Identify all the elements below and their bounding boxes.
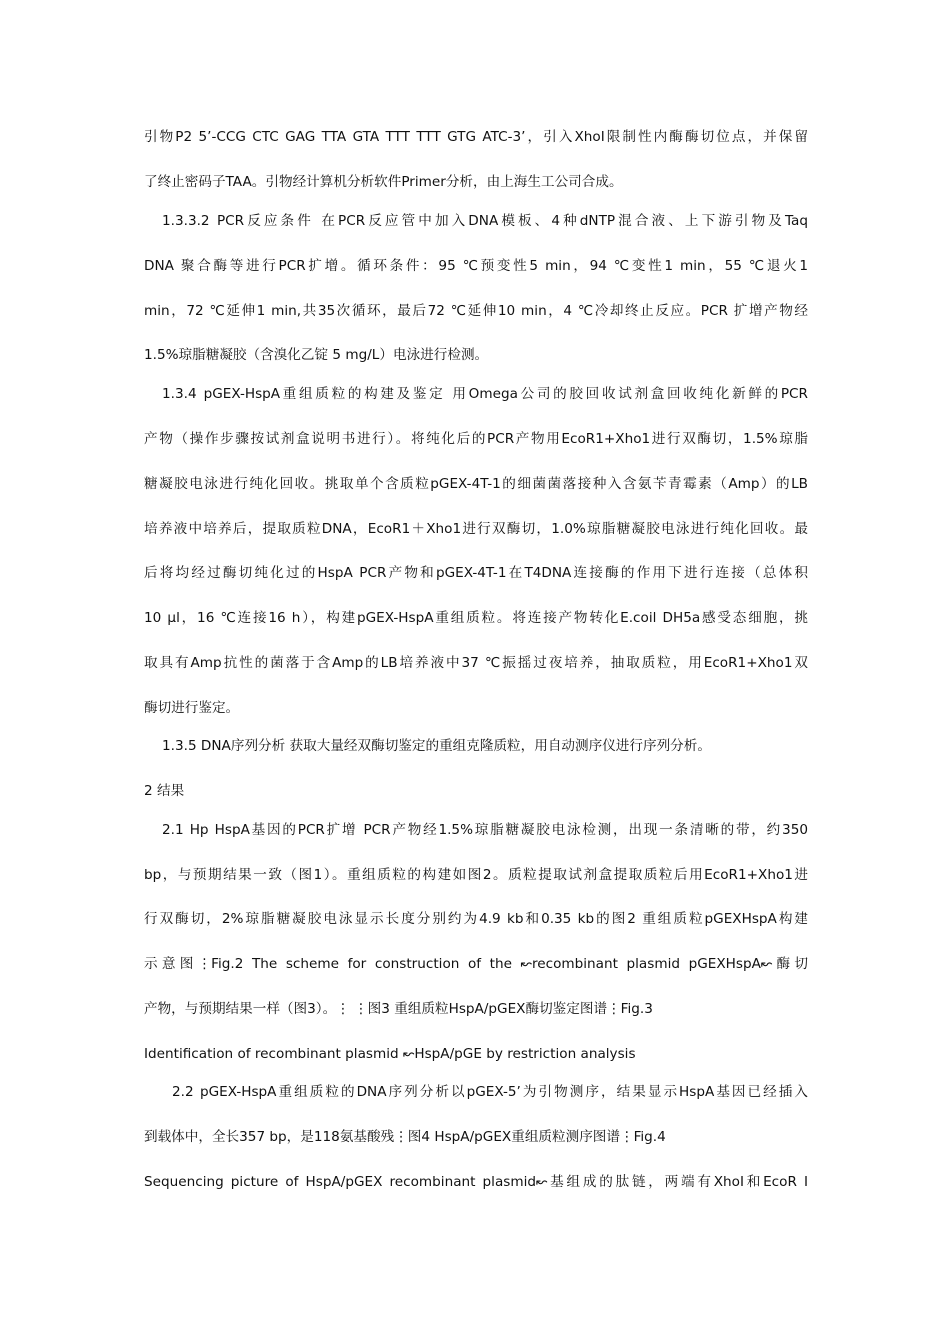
text-line: 后将均经过酶切纯化过的HspA PCR产物和pGEX-4T-1在T4DNA连接酶的作用下进行连接（总体积 [144, 565, 808, 581]
text-line: 产物，与预期结果一样（图3）。⋮ ⋮图3 重组质粒HspA/pGEX酶切鉴定图谱⋮Fig.3 [144, 1001, 653, 1017]
section-heading: 1.3.5 DNA序列分析 获取大量经双酶切鉴定的重组克隆质粒，用自动测序仪进行序列分析。 [162, 738, 711, 754]
text-line: DNA 聚合酶等进行PCR扩增。循环条件：95 ℃预变性5 min，94 ℃变性1 min，55 ℃退火1 [144, 258, 808, 274]
text-line: 1.3.3.2 PCR反应条件 在PCR反应管中加入DNA模板、4种dNTP混合液、上下游引物及Taq [162, 213, 808, 229]
text-line: 产物（操作步骤按试剂盒说明书进行）。将纯化后的PCR产物用EcoR1+Xho1进行双酶切，1.5%琼脂 [144, 431, 808, 447]
text-line: bp，与预期结果一致（图1）。重组质粒的构建如图2。质粒提取试剂盒提取质粒后用EcoR1+Xho1进 [144, 867, 808, 883]
text-line: 了终止密码子TAA。引物经计算机分析软件Primer分析，由上海生工公司合成。 [144, 174, 623, 190]
text-line: 1.3.4 pGEX-HspA重组质粒的构建及鉴定 用Omega公司的胶回收试剂盒回收纯化新鲜的PCR [162, 386, 808, 402]
text-line: 取具有Amp抗性的菌落于含Amp的LB培养液中37 ℃振摇过夜培养，抽取质粒，用EcoR1+Xho1双 [144, 655, 808, 671]
text-line: 糖凝胶电泳进行纯化回收。挑取单个含质粒pGEX-4T-1的细菌菌落接种入含氨苄青霉素（Amp）的LB [144, 476, 808, 492]
text-line: 酶切进行鉴定。 [144, 700, 240, 716]
text-line: 10 μl，16 ℃连接16 h），构建pGEX-HspA重组质粒。将连接产物转化E.coil DH5a感受态细胞，挑 [144, 610, 808, 626]
text-line: Sequencing picture of HspA/pGEX recombinant plasmid↜基组成的肽链，两端有XhoI和EcoR I [144, 1174, 808, 1190]
text-line: 引物P2 5’-CCG CTC GAG TTA GTA TTT TTT GTG ATC-3’，引入XhoI限制性内酶酶切位点，并保留 [144, 129, 808, 145]
text-line: 2.1 Hp HspA基因的PCR扩增 PCR产物经1.5%琼脂糖凝胶电泳检测，出现一条清晰的带，约350 [162, 822, 808, 838]
text-line: 2.2 pGEX-HspA重组质粒的DNA序列分析以pGEX-5’为引物测序，结果显示HspA基因已经插入 [172, 1084, 808, 1100]
text-line: min，72 ℃延伸1 min,共35次循环，最后72 ℃延伸10 min，4 ℃冷却终止反应。PCR 扩增产物经 [144, 303, 808, 319]
text-line: 行双酶切，2%琼脂糖凝胶电泳显示长度分别约为4.9 kb和0.35 kb的图2 重组质粒pGEXHspA构建 [144, 911, 808, 927]
text-line: 示意图⋮Fig.2 The scheme for construction of the ↜recombinant plasmid pGEXHspA↜酶切 [144, 956, 808, 972]
text-line: 到载体中，全长357 bp，是118氨基酸残⋮图4 HspA/pGEX重组质粒测序图谱⋮Fig.4 [144, 1129, 666, 1145]
text-line: Identification of recombinant plasmid ↜HspA/pGE by restriction analysis [144, 1046, 636, 1062]
text-line: 培养液中培养后，提取质粒DNA，EcoR1＋Xho1进行双酶切，1.0%琼脂糖凝胶电泳进行纯化回收。最 [144, 521, 808, 537]
section-heading: 2 结果 [144, 783, 185, 799]
text-line: 1.5%琼脂糖凝胶（含溴化乙锭 5 mg/L）电泳进行检测。 [144, 347, 489, 363]
